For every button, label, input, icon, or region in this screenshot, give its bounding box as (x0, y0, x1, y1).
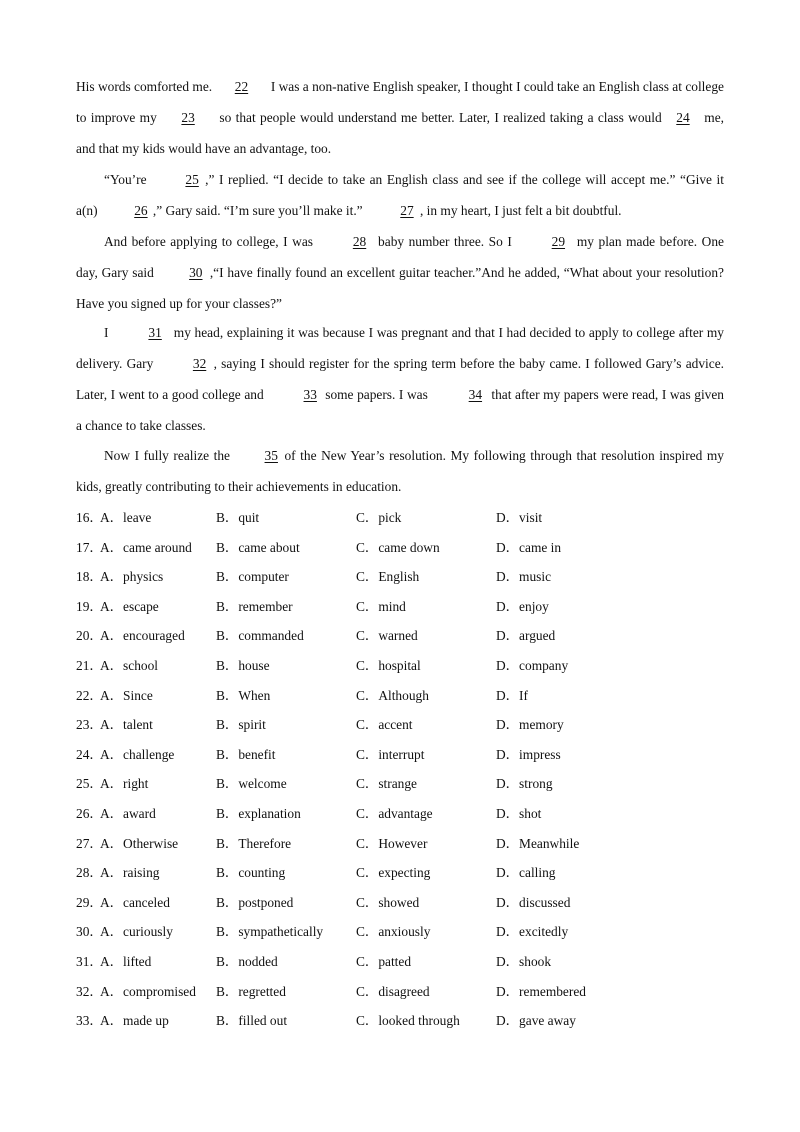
option-c: C．pick (356, 510, 402, 525)
option-d: D．argued (496, 628, 556, 644)
blank-33: 33 (303, 387, 317, 402)
option-d: D．remembered (496, 983, 586, 999)
option-b: B．counting (216, 865, 286, 881)
passage-text: of the New Year’s resolution. My following through that resolution inspired my kids, greatly contributing to their achievements in education. (76, 448, 724, 494)
passage-text: ,” Gary said. “I’m sure you’ll make it.” (152, 203, 366, 218)
question-number: 28． (76, 865, 103, 881)
option-d: D．visit (496, 510, 543, 525)
option-b: B．filled out (216, 1013, 288, 1029)
option-d: D．company (496, 657, 569, 673)
blank-30: 30 (189, 265, 203, 280)
option-a: A．award (100, 805, 156, 821)
passage-text: “You’re (104, 172, 152, 187)
blank-22: 22 (234, 79, 249, 94)
option-b: B．Therefore (216, 835, 292, 851)
option-c: C．advantage (356, 805, 433, 821)
option-b: B．postponed (216, 894, 294, 910)
passage-paragraph-1 (76, 71, 724, 164)
question-number: 29． (76, 894, 103, 910)
option-c: C．showed (356, 894, 420, 910)
option-b: B．nodded (216, 953, 278, 969)
option-b: B．house (216, 657, 270, 673)
question-number: 18． (76, 569, 103, 585)
question-row (76, 977, 756, 1007)
option-d: D．memory (496, 717, 564, 733)
passage-text: ,” I replied. “I decide to take an English class and see if the college will accept me.” “Give it a(n) (76, 172, 725, 218)
question-row (76, 651, 756, 681)
option-b: B．commanded (216, 628, 304, 644)
passage-text: my head, explaining it was because I was pregnant and that I had decided to apply to college after my delivery. Gary (76, 325, 724, 371)
option-a: A．right (100, 776, 149, 792)
option-d: D．enjoy (496, 598, 549, 614)
option-d: D．excitedly (496, 924, 569, 940)
passage-text: baby number three. So I (373, 234, 517, 249)
option-b: B．computer (216, 569, 289, 585)
question-row (76, 681, 756, 711)
option-d: D．discussed (496, 894, 571, 910)
option-a: A．encouraged (100, 628, 185, 644)
question-number: 24． (76, 746, 103, 762)
option-a: A．school (100, 657, 159, 673)
option-c: C．Although (356, 687, 429, 703)
blank-26: 26 (134, 203, 148, 218)
blank-34: 34 (468, 387, 483, 402)
passage-text: Now I fully realize the (104, 448, 235, 463)
option-d: D．If (496, 687, 528, 703)
question-row (76, 829, 756, 859)
question-number: 21． (76, 657, 103, 673)
question-row (76, 947, 756, 977)
passage-text: so that people would understand me better. Later, I realized taking a class would (215, 110, 666, 125)
option-d: D．music (496, 569, 552, 585)
passage-text: me, and that my kids would have an advantage, too. (76, 110, 724, 156)
question-row (76, 710, 756, 740)
question-number: 25． (76, 776, 103, 792)
question-row (76, 917, 756, 947)
option-a: A．Since (100, 687, 153, 703)
passage-text: ,“I have finally found an excellent guitar teacher.”And he added, “What about your resolution? Have you signed up for your classes?” (76, 265, 724, 311)
question-number: 33． (76, 1013, 103, 1029)
blank-35: 35 (264, 448, 278, 463)
option-c: C．interrupt (356, 746, 425, 762)
option-a: A．escape (100, 598, 159, 614)
question-row (76, 1006, 756, 1036)
option-c: C．mind (356, 598, 406, 614)
option-d: D．shot (496, 805, 542, 821)
question-number: 27． (76, 835, 103, 851)
question-row (76, 888, 756, 918)
option-a: A．canceled (100, 894, 170, 910)
blank-23: 23 (181, 110, 195, 125)
question-number: 31． (76, 953, 103, 969)
question-number: 17． (76, 539, 103, 555)
option-a: A．Otherwise (100, 835, 179, 851)
question-number: 30． (76, 924, 103, 940)
question-number: 16． (76, 510, 103, 525)
option-b: B．sympathetically (216, 924, 324, 940)
option-c: C．hospital (356, 657, 421, 673)
passage-text: , in my heart, I just felt a bit doubtful. (419, 203, 622, 218)
option-b: B．benefit (216, 746, 276, 762)
option-a: A．made up (100, 1013, 169, 1029)
option-d: D．Meanwhile (496, 835, 580, 851)
option-a: A．leave (100, 510, 152, 525)
option-c: C．warned (356, 628, 418, 644)
question-row (76, 799, 756, 829)
option-d: D．shook (496, 953, 552, 969)
option-b: B．explanation (216, 805, 301, 821)
question-row (76, 858, 756, 888)
blank-27: 27 (400, 203, 414, 218)
option-a: A．physics (100, 569, 164, 585)
option-b: B．remember (216, 598, 293, 614)
option-d: D．came in (496, 539, 562, 555)
option-c: C．came down (356, 539, 440, 555)
passage-text: And before applying to college, I was (104, 234, 318, 249)
option-c: C．disagreed (356, 983, 430, 999)
option-d: D．strong (496, 776, 553, 792)
option-d: D．calling (496, 865, 556, 881)
blank-29: 29 (551, 234, 566, 249)
option-b: B．came about (216, 539, 300, 555)
passage-text: His words comforted me. (76, 79, 216, 94)
option-a: A．compromised (100, 983, 196, 999)
question-row (76, 621, 756, 651)
option-a: A．curiously (100, 924, 173, 940)
option-a: A．talent (100, 717, 153, 733)
question-number: 23． (76, 717, 103, 733)
option-b: B．When (216, 687, 271, 703)
passage-text: , saying I should register for the spring term before the baby came. I followed Gary’s advice. Later, I went to a good college and (76, 356, 724, 402)
option-a: A．challenge (100, 746, 175, 762)
passage-paragraph-5 (76, 440, 724, 502)
option-c: C．English (356, 569, 420, 585)
question-row (76, 562, 756, 592)
option-c: C．expecting (356, 865, 431, 881)
question-row (76, 740, 756, 770)
question-number: 19． (76, 598, 103, 614)
option-c: C．anxiously (356, 924, 431, 940)
blank-32: 32 (192, 356, 207, 371)
question-row (76, 592, 756, 622)
option-b: B．welcome (216, 776, 287, 792)
option-a: A．came around (100, 539, 192, 555)
passage-text: I was a non-native English speaker, I thought I could take an English class at college to improve my (76, 79, 724, 125)
option-c: C．However (356, 835, 428, 851)
question-options-list (76, 503, 756, 1036)
option-d: D．gave away (496, 1013, 576, 1029)
option-a: A．lifted (100, 953, 152, 969)
blank-24: 24 (676, 110, 690, 125)
passage-paragraph-3 (76, 226, 724, 319)
passage-text: my plan made before. One day, Gary said (76, 234, 724, 280)
option-b: B．quit (216, 510, 260, 525)
option-b: B．spirit (216, 717, 266, 733)
option-c: C．patted (356, 953, 412, 969)
option-c: C．looked through (356, 1013, 460, 1029)
question-number: 32． (76, 983, 103, 999)
option-c: C．accent (356, 717, 413, 733)
option-d: D．impress (496, 746, 561, 762)
question-row (76, 769, 756, 799)
passage-text: that after my papers were read, I was given a chance to take classes. (76, 387, 724, 433)
passage-paragraph-2 (76, 164, 724, 226)
option-a: A．raising (100, 865, 160, 881)
blank-28: 28 (352, 234, 367, 249)
question-number: 20． (76, 628, 103, 644)
option-c: C．strange (356, 776, 417, 792)
passage-paragraph-4 (76, 317, 724, 441)
passage-text: I (104, 325, 113, 340)
question-number: 22． (76, 687, 103, 703)
option-b: B．regretted (216, 983, 286, 999)
question-row (76, 533, 756, 563)
blank-31: 31 (148, 325, 162, 340)
question-number: 26． (76, 805, 103, 821)
passage-text: some papers. I was (325, 387, 432, 402)
question-row (76, 503, 756, 533)
blank-25: 25 (185, 172, 199, 187)
